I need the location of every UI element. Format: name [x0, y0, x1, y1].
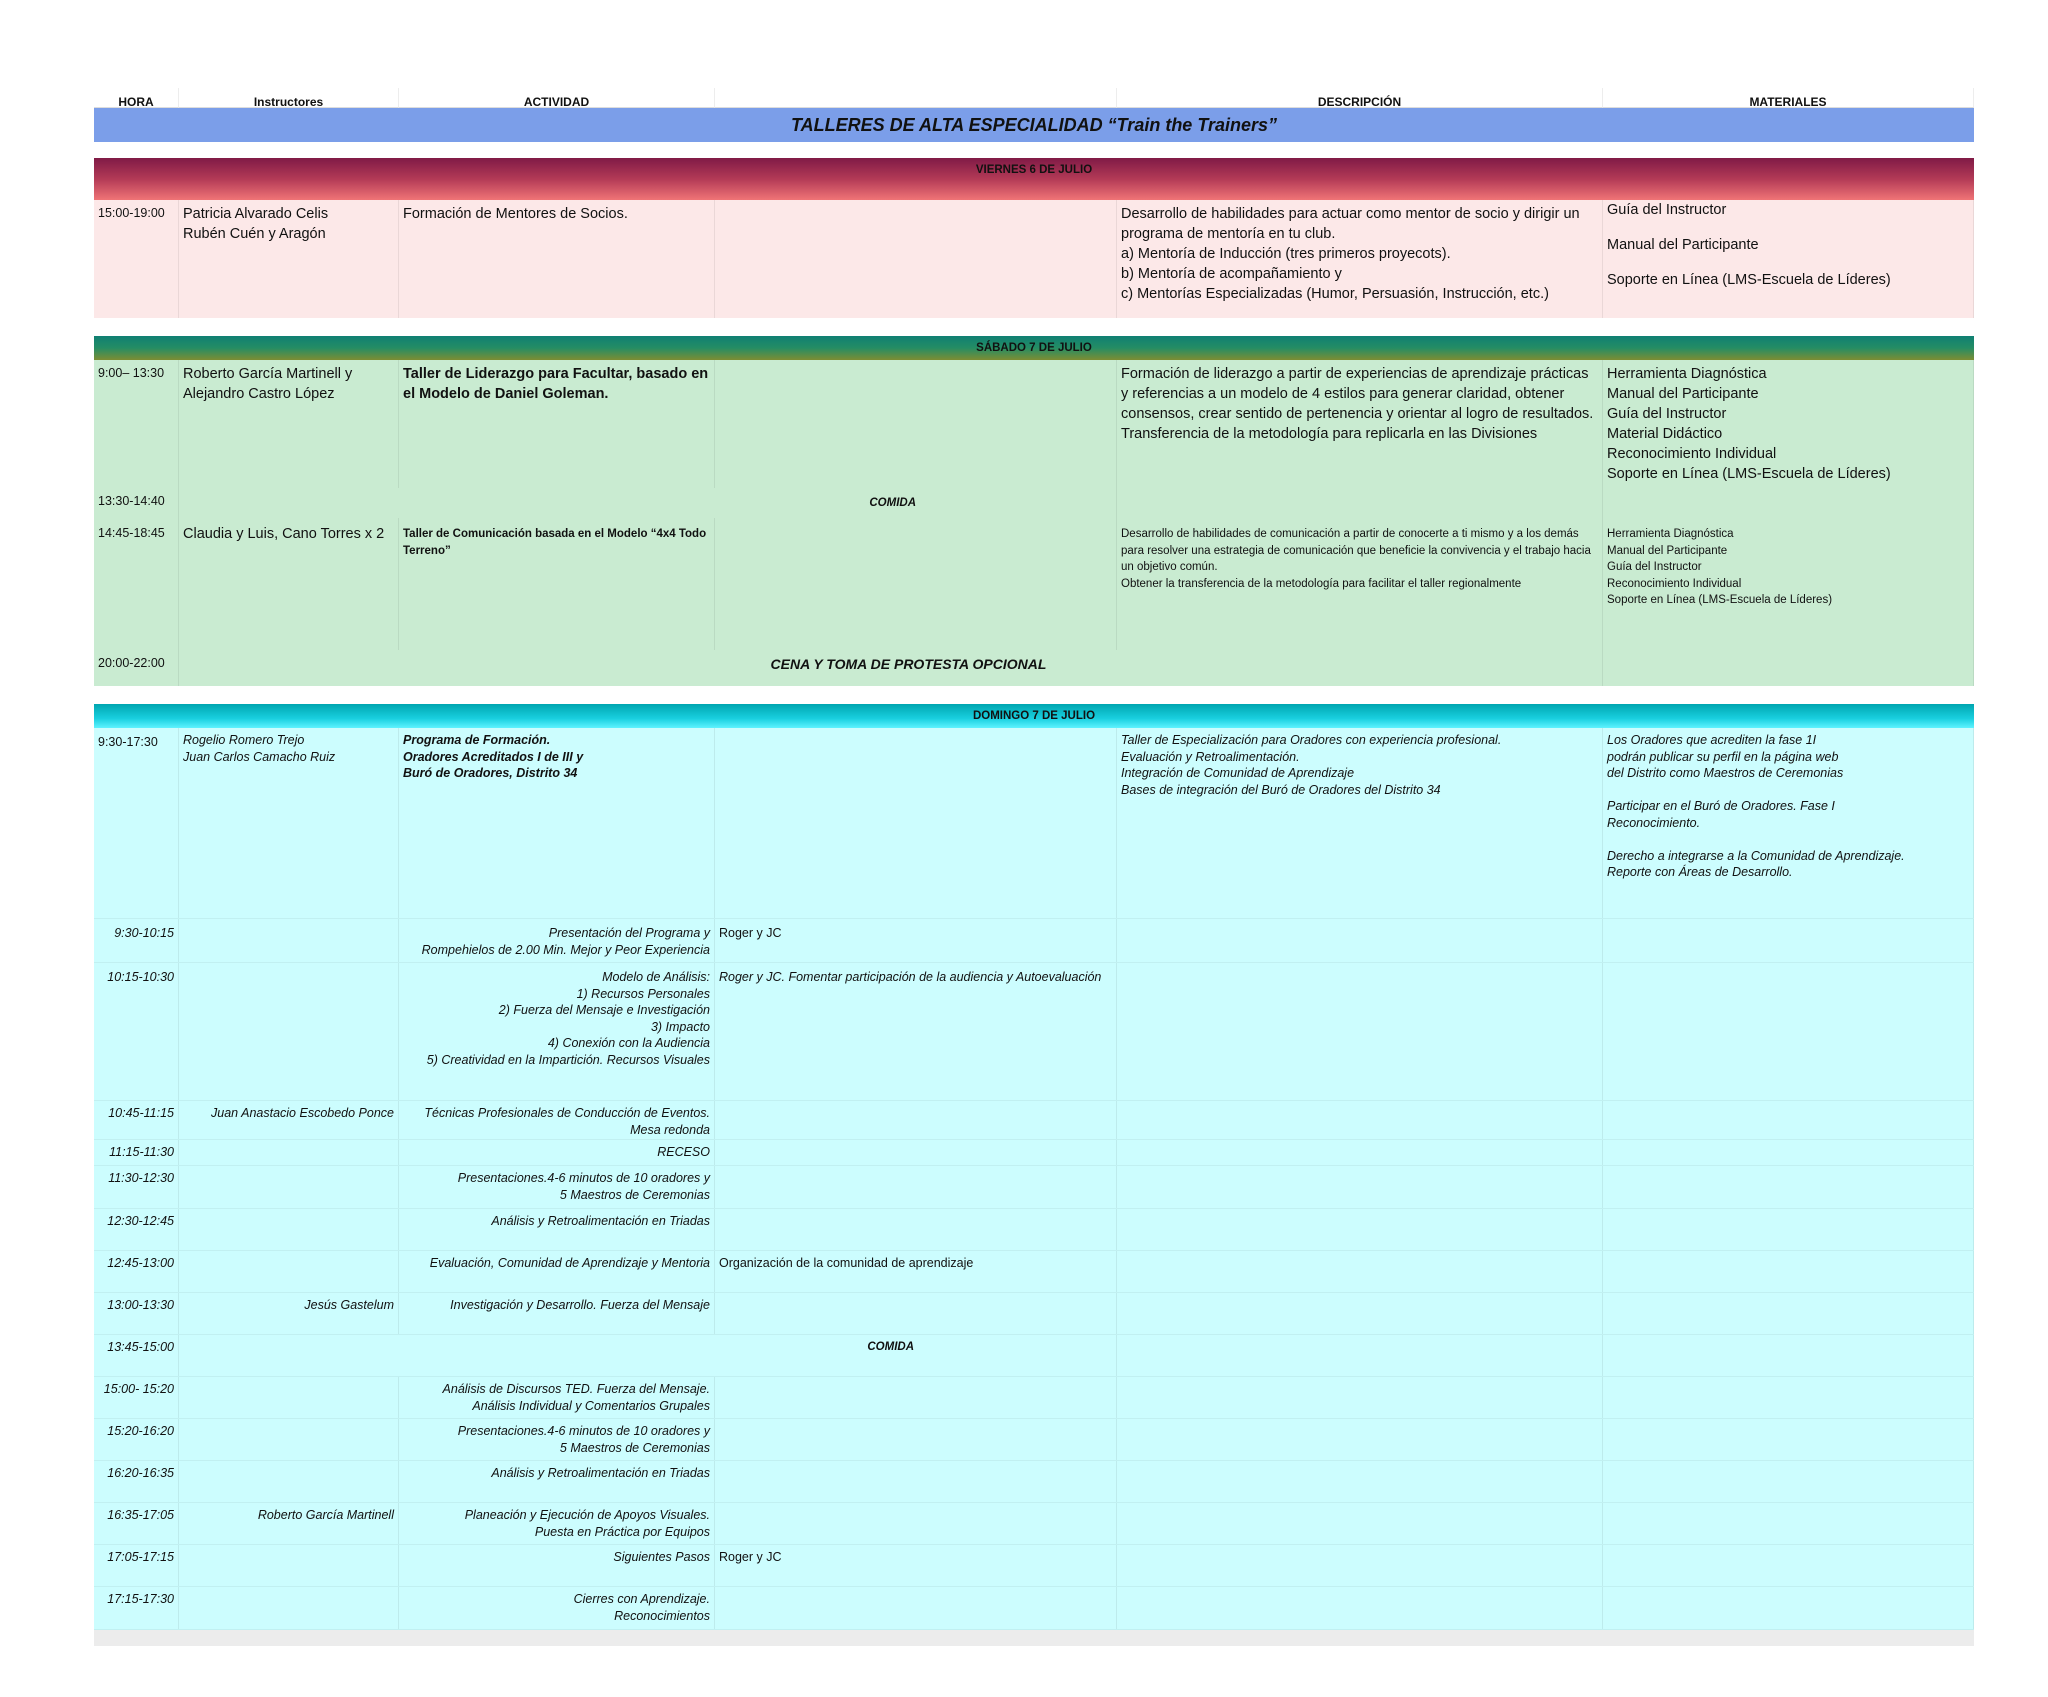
session-activity: Taller de Liderazgo para Facultar, basado en el Modelo de Daniel Goleman. [399, 360, 715, 488]
blank-cell [1603, 1209, 1974, 1250]
blank-cell [1117, 1461, 1603, 1502]
session-time: 14:45-18:45 [94, 518, 179, 650]
schedule-sheet [94, 88, 1974, 1646]
agenda-instructor: Jesús Gastelum [179, 1293, 399, 1334]
agenda-row [94, 1101, 1974, 1140]
friday-session [94, 200, 1974, 318]
blank-cell [1117, 919, 1603, 962]
agenda-instructor [179, 1377, 399, 1418]
agenda-instructor [179, 1587, 399, 1629]
agenda-activity: Investigación y Desarrollo. Fuerza del Mensaje [399, 1293, 715, 1334]
agenda-row [94, 1209, 1974, 1251]
session-activity: Programa de Formación. Oradores Acreditados I de III y Buró de Oradores, Distrito 34 [399, 728, 715, 918]
spacer [94, 142, 1974, 158]
blank-cell [1603, 963, 1974, 1100]
sunday-block [94, 728, 1974, 1630]
agenda-note [715, 1377, 1117, 1418]
spacer [94, 686, 1974, 704]
material-item: Manual del Participante [1607, 237, 1759, 253]
agenda-row [94, 1251, 1974, 1293]
header-instructores: Instructores [179, 88, 399, 108]
blank-cell [1603, 1335, 1974, 1376]
material-item: Soporte en Línea (LMS-Escuela de Líderes) [1607, 272, 1891, 288]
blank-cell [1603, 1419, 1974, 1460]
blank-cell [1117, 1140, 1603, 1165]
agenda-note [715, 1101, 1117, 1139]
agenda-instructor [179, 1251, 399, 1292]
agenda-time: 17:15-17:30 [94, 1587, 179, 1629]
agenda-row [94, 1461, 1974, 1503]
blank-cell [1603, 1461, 1974, 1502]
agenda-time: 17:05-17:15 [94, 1545, 179, 1586]
day-band-saturday: SÁBADO 7 DE JULIO [94, 336, 1974, 360]
agenda-activity: Evaluación, Comunidad de Aprendizaje y Mentoria [399, 1251, 715, 1292]
saturday-block [94, 360, 1974, 686]
blank-cell [1117, 1335, 1603, 1376]
agenda-activity: Análisis y Retroalimentación en Triadas [399, 1209, 715, 1250]
header-blank [715, 88, 1117, 108]
session-instructors: Patricia Alvarado Celis Rubén Cuén y Aragón [179, 200, 399, 318]
agenda-activity: Técnicas Profesionales de Conducción de Eventos. Mesa redonda [399, 1101, 715, 1139]
session-instructors: Claudia y Luis, Cano Torres x 2 [179, 518, 399, 650]
blank-cell [1117, 963, 1603, 1100]
session-materials: Herramienta Diagnóstica Manual del Participante Guía del Instructor Reconocimiento Individual Soporte en Línea (LMS-Escuela de Líderes) [1603, 518, 1974, 650]
blank-cell [1117, 1293, 1603, 1334]
header-descripcion: DESCRIPCIÓN [1117, 88, 1603, 108]
blank-cell [1603, 1140, 1974, 1165]
blank-cell [1603, 1251, 1974, 1292]
header-hora: HORA [94, 88, 179, 108]
blank-cell [1117, 1545, 1603, 1586]
session-materials: Herramienta Diagnóstica Manual del Participante Guía del Instructor Material Didáctico Reconocimiento Individual Soporte en Línea (LMS-Escuela de Líderes) [1603, 360, 1974, 488]
agenda-time: 13:45-15:00 [94, 1335, 179, 1376]
agenda-note [715, 1293, 1117, 1334]
lunch-label: COMIDA [179, 1335, 1117, 1376]
agenda-time: 15:20-16:20 [94, 1419, 179, 1460]
session-description: Desarrollo de habilidades de comunicación a partir de conocerte a ti mismo y a los demás para resolver una estrategia de comunicación que beneficie la convivencia y el trabajo hacia un objetivo común. Obtener la transferencia de la metodología para facilitar el taller regionalmente [1117, 518, 1603, 650]
agenda-row [94, 1419, 1974, 1461]
session-description: Taller de Especialización para Oradores con experiencia profesional. Evaluación y Retroalimentación. Integración de Comunidad de Aprendizaje Bases de integración del Buró de Oradores del Distrito 34 [1117, 728, 1603, 918]
agenda-row [94, 1503, 1974, 1545]
agenda-note [715, 1140, 1117, 1165]
agenda-row [94, 1166, 1974, 1209]
blank-cell [715, 360, 1117, 488]
header-materiales: MATERIALES [1603, 88, 1974, 108]
agenda-note: Roger y JC. Fomentar participación de la audiencia y Autoevaluación [715, 963, 1117, 1100]
session-time: 9:00– 13:30 [94, 360, 179, 488]
agenda-note [715, 1166, 1117, 1208]
agenda-row [94, 1140, 1974, 1166]
session-activity: Taller de Comunicación basada en el Modelo “4x4 Todo Terreno” [399, 518, 715, 650]
column-header-row [94, 88, 1974, 108]
saturday-session-2 [94, 518, 1974, 650]
session-time: 9:30-17:30 [94, 728, 179, 918]
agenda-note [715, 1503, 1117, 1544]
agenda-time: 10:15-10:30 [94, 963, 179, 1100]
agenda-row [94, 1377, 1974, 1419]
agenda-note [715, 1461, 1117, 1502]
blank-cell [1117, 1503, 1603, 1544]
day-band-sunday: DOMINGO 7 DE JULIO [94, 704, 1974, 728]
agenda-activity: RECESO [399, 1140, 715, 1165]
agenda-activity: Planeación y Ejecución de Apoyos Visuales. Puesta en Práctica por Equipos [399, 1503, 715, 1544]
session-activity: Formación de Mentores de Socios. [399, 200, 715, 318]
agenda-row [94, 919, 1974, 963]
material-item: Guía del Instructor [1607, 202, 1727, 218]
agenda-note [715, 1587, 1117, 1629]
session-description: Formación de liderazgo a partir de experiencias de aprendizaje prácticas y referencias a un modelo de 4 estilos para generar claridad, obtener consensos, crear sentido de pertenencia y orientar al logro de resultados. Transferencia de la metodología para replicarla en las Divisiones [1117, 360, 1603, 488]
blank-cell [1603, 1166, 1974, 1208]
spacer [94, 318, 1974, 336]
agenda-time: 16:35-17:05 [94, 1503, 179, 1544]
agenda-instructor [179, 1461, 399, 1502]
agenda-time: 11:30-12:30 [94, 1166, 179, 1208]
session-description: Desarrollo de habilidades para actuar como mentor de socio y dirigir un programa de mentoría en tu club. a) Mentoría de Inducción (tres primeros proyecots). b) Mentoría de acompañamiento y c) Mentorías Especializadas (Humor, Persuasión, Instrucción, etc.) [1117, 200, 1603, 318]
saturday-lunch [94, 488, 1974, 518]
agenda-time: 12:45-13:00 [94, 1251, 179, 1292]
session-instructors: Roberto García Martinell y Alejandro Castro López [179, 360, 399, 488]
session-time: 20:00-22:00 [94, 650, 179, 686]
agenda-activity: Presentaciones.4-6 minutos de 10 oradores y 5 Maestros de Ceremonias [399, 1419, 715, 1460]
session-time: 13:30-14:40 [94, 488, 179, 518]
agenda-activity: Presentaciones.4-6 minutos de 10 oradores y 5 Maestros de Ceremonias [399, 1166, 715, 1208]
blank-cell [1117, 1101, 1603, 1139]
agenda-note: Roger y JC [715, 1545, 1117, 1586]
agenda-activity: Presentación del Programa y Rompehielos de 2.00 Min. Mejor y Peor Experiencia [399, 919, 715, 962]
session-materials [1603, 200, 1974, 318]
agenda-time: 9:30-10:15 [94, 919, 179, 962]
saturday-dinner [94, 650, 1974, 686]
agenda-time: 15:00- 15:20 [94, 1377, 179, 1418]
blank-cell [1603, 1587, 1974, 1629]
agenda-time: 11:15-11:30 [94, 1140, 179, 1165]
blank-cell [715, 518, 1117, 650]
blank-cell [1603, 1545, 1974, 1586]
agenda-time: 10:45-11:15 [94, 1101, 179, 1139]
agenda-note [715, 1209, 1117, 1250]
agenda-instructor [179, 1209, 399, 1250]
agenda-instructor: Roberto García Martinell [179, 1503, 399, 1544]
agenda-instructor [179, 1545, 399, 1586]
dinner-label: CENA Y TOMA DE PROTESTA OPCIONAL [179, 650, 1603, 686]
sheet-footer [94, 1630, 1974, 1646]
blank-cell [1603, 1101, 1974, 1139]
agenda-instructor [179, 1419, 399, 1460]
page-title: TALLERES DE ALTA ESPECIALIDAD “Train the Trainers” [94, 108, 1974, 142]
blank-cell [1603, 919, 1974, 962]
agenda-row [94, 1587, 1974, 1630]
agenda-instructor [179, 1166, 399, 1208]
session-materials: Los Oradores que acrediten la fase 1I podrán publicar su perfil en la página web del Distrito como Maestros de Ceremonias Participar en el Buró de Oradores. Fase I Reconocimiento. Derecho a integrarse a la Comunidad de Aprendizaje. Reporte con Áreas de Desarrollo. [1603, 728, 1974, 918]
agenda-activity: Cierres con Aprendizaje. Reconocimientos [399, 1587, 715, 1629]
sunday-main-session [94, 728, 1974, 919]
blank-cell [1117, 1419, 1603, 1460]
day-band-friday: VIERNES 6 DE JULIO [94, 158, 1974, 200]
blank-cell [1603, 1377, 1974, 1418]
agenda-instructor [179, 919, 399, 962]
agenda-time: 13:00-13:30 [94, 1293, 179, 1334]
agenda-row [94, 1545, 1974, 1587]
blank-cell [1117, 1209, 1603, 1250]
blank-cell [1603, 1293, 1974, 1334]
lunch-label: COMIDA [179, 488, 1117, 518]
agenda-instructor [179, 1140, 399, 1165]
agenda-time: 16:20-16:35 [94, 1461, 179, 1502]
blank-cell [1603, 650, 1974, 686]
agenda-activity: Siguientes Pasos [399, 1545, 715, 1586]
agenda-row [94, 963, 1974, 1101]
blank-cell [1117, 1587, 1603, 1629]
blank-cell [1117, 1377, 1603, 1418]
sunday-lunch [94, 1335, 1974, 1377]
blank-cell [715, 728, 1117, 918]
agenda-activity: Análisis y Retroalimentación en Triadas [399, 1461, 715, 1502]
blank-cell [1603, 488, 1974, 518]
session-time: 15:00-19:00 [94, 200, 179, 318]
agenda-note: Organización de la comunidad de aprendizaje [715, 1251, 1117, 1292]
blank-cell [1117, 488, 1603, 518]
agenda-time: 12:30-12:45 [94, 1209, 179, 1250]
agenda-activity: Análisis de Discursos TED. Fuerza del Mensaje. Análisis Individual y Comentarios Grupales [399, 1377, 715, 1418]
agenda-instructor: Juan Anastacio Escobedo Ponce [179, 1101, 399, 1139]
blank-cell [715, 200, 1117, 318]
agenda-note [715, 1419, 1117, 1460]
agenda-note: Roger y JC [715, 919, 1117, 962]
blank-cell [1603, 1503, 1974, 1544]
agenda-instructor [179, 963, 399, 1100]
agenda-activity: Modelo de Análisis: 1) Recursos Personales 2) Fuerza del Mensaje e Investigación 3) Impacto 4) Conexión con la Audiencia 5) Creatividad en la Impartición. Recursos Visuales [399, 963, 715, 1100]
agenda-row [94, 1293, 1974, 1335]
saturday-session-1 [94, 360, 1974, 488]
session-instructors: Rogelio Romero Trejo Juan Carlos Camacho Ruiz [179, 728, 399, 918]
blank-cell [1117, 1251, 1603, 1292]
header-actividad: ACTIVIDAD [399, 88, 715, 108]
blank-cell [1117, 1166, 1603, 1208]
